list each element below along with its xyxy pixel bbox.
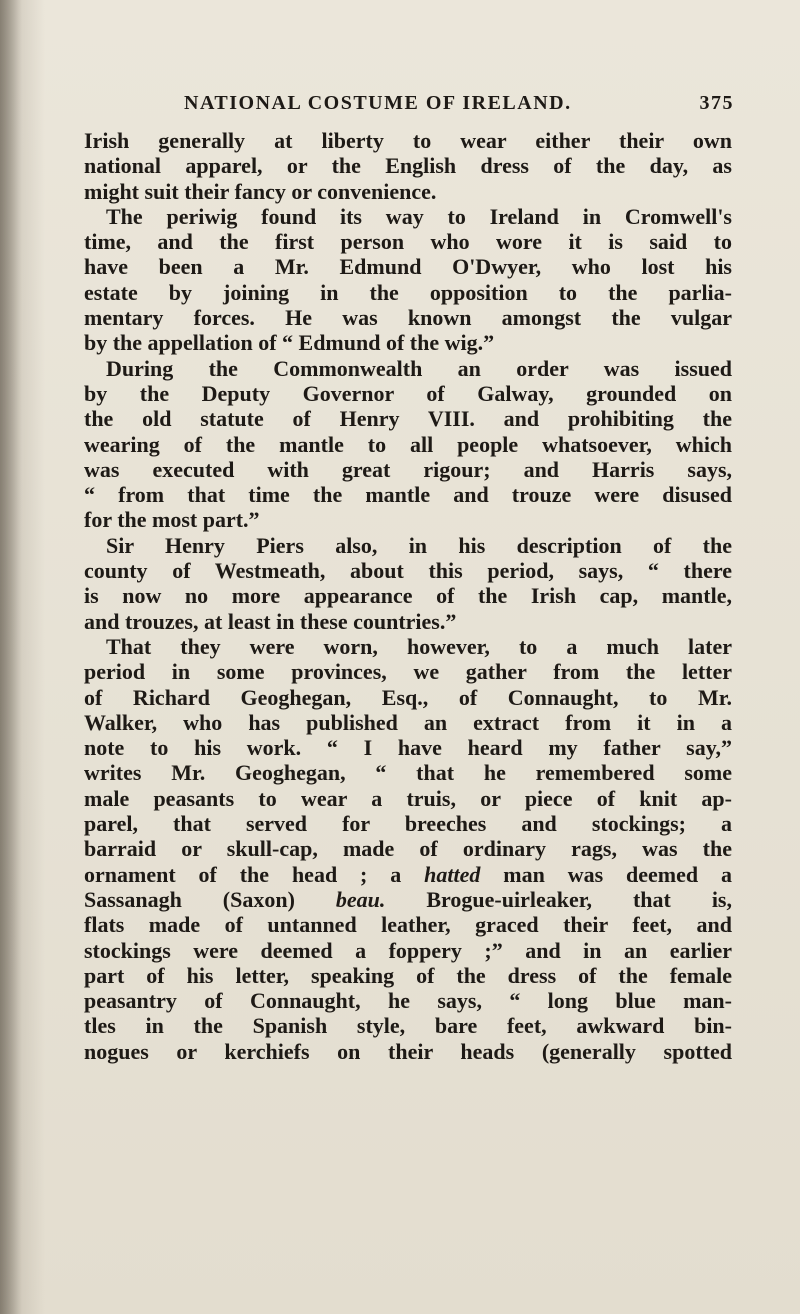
text-line: During the Commonwealth an order was issued bbox=[106, 355, 732, 381]
text-line: period in some provinces, we gather from the letter bbox=[84, 659, 732, 685]
text-line-segment: ornament of the head ; a bbox=[84, 861, 425, 887]
text-line: mentary forces. He was known amongst the vulgar bbox=[84, 305, 732, 331]
text-line: peasantry of Connaught, he says, “ long blue man- bbox=[84, 988, 732, 1014]
text-line: nogues or kerchiefs on their heads (generally spotted bbox=[84, 1038, 732, 1064]
text-line: time, and the first person who wore it is said to bbox=[84, 229, 732, 255]
text-line: parel, that served for breeches and stockings; a bbox=[84, 811, 732, 837]
text-line-segment: Sassanagh (Saxon) bbox=[84, 886, 336, 912]
text-line: by the appellation of “ Edmund of the wig.” bbox=[84, 330, 495, 356]
running-head bbox=[184, 92, 734, 118]
text-line: The periwig found its way to Ireland in Cromwell's bbox=[106, 203, 732, 229]
text-line: national apparel, or the English dress of the day, as bbox=[84, 153, 732, 179]
text-line: estate by joining in the opposition to the parlia- bbox=[84, 279, 732, 305]
text-line: and trouzes, at least in these countries.” bbox=[84, 608, 457, 634]
text-line: for the most part.” bbox=[84, 507, 260, 533]
text-line: part of his letter, speaking of the dress of the female bbox=[84, 962, 732, 988]
text-line: was executed with great rigour; and Harris says, bbox=[84, 456, 732, 482]
text-line: of Richard Geoghegan, Esq., of Connaught, to Mr. bbox=[84, 684, 732, 710]
text-line: by the Deputy Governor of Galway, grounded on bbox=[84, 380, 732, 406]
text-line: Walker, who has published an extract from it in a bbox=[84, 709, 732, 735]
text-line: barraid or skull-cap, made of ordinary rags, was the bbox=[84, 836, 732, 862]
text-line: is now no more appearance of the Irish cap, mantle, bbox=[84, 583, 732, 609]
text-line: “ from that time the mantle and trouze were disused bbox=[84, 482, 732, 508]
text-line: note to his work. “ I have heard my father say,” bbox=[84, 735, 732, 761]
italic-word: beau. bbox=[335, 886, 386, 912]
text-line bbox=[84, 862, 732, 887]
binding-gutter-shadow bbox=[0, 0, 22, 1314]
text-line: the old statute of Henry VIII. and prohibiting the bbox=[84, 406, 732, 432]
running-head-title: NATIONAL COSTUME OF IRELAND. bbox=[184, 92, 572, 114]
text-line: tles in the Spanish style, bare feet, awkward bin- bbox=[84, 1013, 732, 1039]
text-line: wearing of the mantle to all people whatsoever, which bbox=[84, 431, 732, 457]
text-line bbox=[84, 887, 732, 912]
text-line: might suit their fancy or convenience. bbox=[84, 178, 437, 204]
text-line: county of Westmeath, about this period, says, “ there bbox=[84, 558, 732, 584]
text-line: flats made of untanned leather, graced their feet, and bbox=[84, 912, 732, 938]
body-text bbox=[84, 128, 732, 1064]
text-line: have been a Mr. Edmund O'Dwyer, who lost his bbox=[84, 254, 732, 280]
text-line: Sir Henry Piers also, in his description of the bbox=[106, 532, 732, 558]
text-line: That they were worn, however, to a much later bbox=[106, 633, 732, 659]
page-number: 375 bbox=[699, 92, 734, 114]
text-line: male peasants to wear a truis, or piece of knit ap- bbox=[84, 785, 732, 811]
text-line: Irish generally at liberty to wear either their own bbox=[84, 128, 732, 153]
text-line-segment: man was deemed a bbox=[480, 861, 732, 887]
italic-word: hatted bbox=[424, 861, 481, 887]
text-line: stockings were deemed a foppery ;” and in an earlier bbox=[84, 937, 732, 963]
text-line-segment: Brogue-uirleaker, that is, bbox=[385, 886, 732, 912]
text-line: writes Mr. Geoghegan, “ that he remembered some bbox=[84, 760, 732, 786]
